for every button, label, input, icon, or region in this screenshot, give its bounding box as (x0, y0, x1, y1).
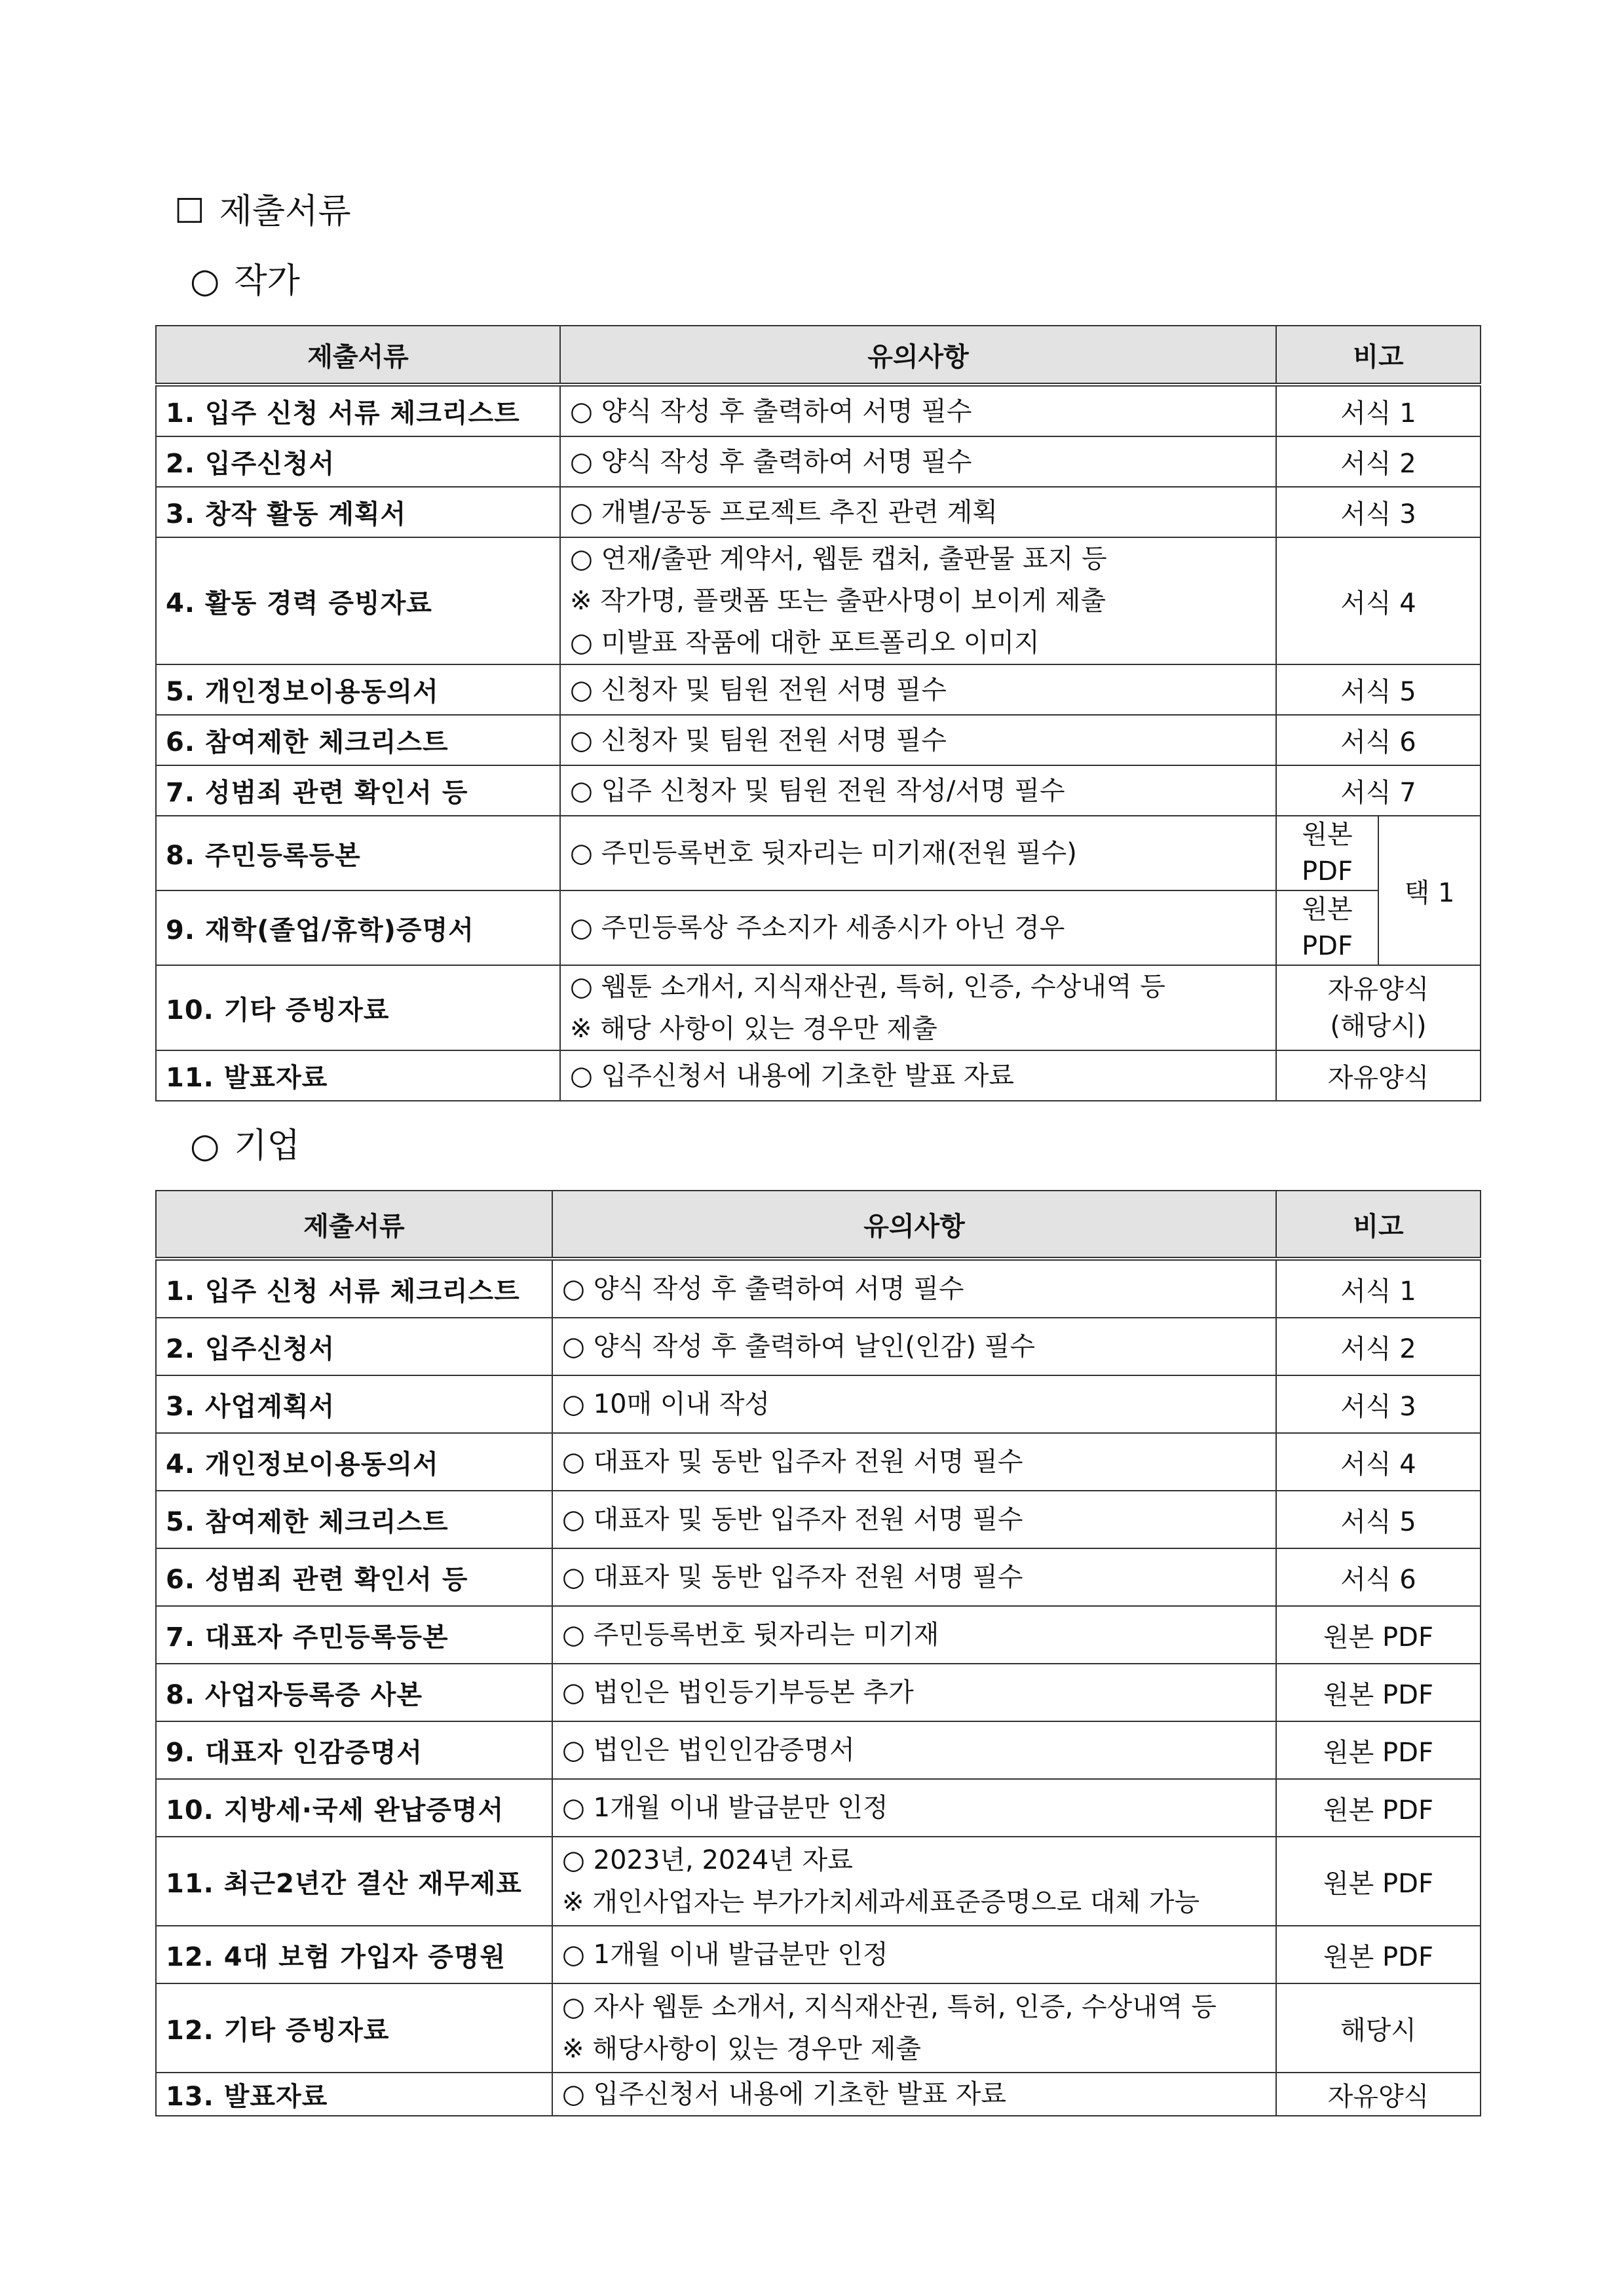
document-name: 1. 입주 신청 서류 체크리스트 (156, 1259, 552, 1318)
table-row (156, 385, 1481, 436)
document-note: ○ 신청자 및 팀원 전원 서명 필수 (560, 715, 1276, 765)
document-note: ○ 대표자 및 동반 입주자 전원 서명 필수 (552, 1548, 1276, 1606)
document-note: ○ 주민등록번호 뒷자리는 미기재(전원 필수) (560, 816, 1276, 890)
document-name: 3. 창작 활동 계획서 (156, 487, 560, 537)
document-remark: 서식 5 (1276, 664, 1481, 715)
document-note: ○ 자사 웹툰 소개서, 지식재산권, 특허, 인증, 수상내역 등 ※ 해당사항이 있는 경우만 제출 (552, 1983, 1276, 2073)
document-note: ○ 연재/출판 계약서, 웹툰 캡처, 출판물 표지 등 ※ 작가명, 플랫폼 또는 출판사명이 보이게 제출 ○ 미발표 작품에 대한 포트폴리오 이미지 (560, 537, 1276, 664)
table-row (156, 965, 1481, 1050)
document-name: 4. 개인정보이용동의서 (156, 1433, 552, 1491)
artist-documents-table (155, 325, 1481, 1101)
table-row (156, 1721, 1481, 1779)
table-row (156, 1433, 1481, 1491)
document-name: 1. 입주 신청 서류 체크리스트 (156, 385, 560, 436)
document-remark: 자유양식 (1276, 2073, 1481, 2116)
document-remark: 서식 2 (1276, 436, 1481, 487)
artist-heading (190, 258, 300, 304)
document-remark: 서식 6 (1276, 715, 1481, 765)
document-name: 3. 사업계획서 (156, 1375, 552, 1433)
document-note: ○ 양식 작성 후 출력하여 서명 필수 (560, 436, 1276, 487)
document-name: 12. 기타 증빙자료 (156, 1983, 552, 2073)
document-remark: 서식 1 (1276, 385, 1481, 436)
document-name: 5. 참여제한 체크리스트 (156, 1491, 552, 1548)
table-row (156, 664, 1481, 715)
table-header-row (156, 1191, 1481, 1259)
header-document: 제출서류 (156, 326, 560, 385)
company-documents-table (155, 1190, 1481, 2116)
document-name: 2. 입주신청서 (156, 436, 560, 487)
table-row (156, 1318, 1481, 1375)
document-note: ○ 양식 작성 후 출력하여 서명 필수 (560, 385, 1276, 436)
document-name: 5. 개인정보이용동의서 (156, 664, 560, 715)
table-row (156, 1375, 1481, 1433)
document-note: ○ 1개월 이내 발급분만 인정 (552, 1779, 1276, 1837)
table-row (156, 2073, 1481, 2116)
document-note: ○ 양식 작성 후 출력하여 서명 필수 (552, 1259, 1276, 1318)
table-row (156, 436, 1481, 487)
document-name: 8. 사업자등록증 사본 (156, 1664, 552, 1721)
document-remark: 해당시 (1276, 1983, 1481, 2073)
circle-bullet-icon: ○ (190, 261, 220, 301)
table-row (156, 715, 1481, 765)
document-remark: 원본 PDF (1276, 1606, 1481, 1664)
table-row (156, 487, 1481, 537)
document-note: ○ 개별/공동 프로젝트 추진 관련 계획 (560, 487, 1276, 537)
table-row (156, 1491, 1481, 1548)
document-name: 8. 주민등록등본 (156, 816, 560, 890)
table-row (156, 1926, 1481, 1983)
company-heading (190, 1123, 300, 1169)
document-remark: 서식 6 (1276, 1548, 1481, 1606)
document-remark: 자유양식 (해당시) (1276, 965, 1481, 1050)
document-name: 9. 대표자 인감증명서 (156, 1721, 552, 1779)
document-remark: 자유양식 (1276, 1050, 1481, 1101)
document-note: ○ 대표자 및 동반 입주자 전원 서명 필수 (552, 1433, 1276, 1491)
table-row (156, 1259, 1481, 1318)
document-remark: 서식 4 (1276, 537, 1481, 664)
table-row (156, 1664, 1481, 1721)
document-remark: 원본 PDF (1276, 1779, 1481, 1837)
document-remark: 원본 PDF (1276, 1664, 1481, 1721)
document-name: 9. 재학(졸업/휴학)증명서 (156, 890, 560, 965)
table-row (156, 1837, 1481, 1926)
document-remark: 서식 1 (1276, 1259, 1481, 1318)
document-name: 13. 발표자료 (156, 2073, 552, 2116)
table-header-row (156, 326, 1481, 385)
checkbox-icon: ☐ (174, 192, 205, 231)
header-document: 제출서류 (156, 1191, 552, 1259)
document-name: 10. 기타 증빙자료 (156, 965, 560, 1050)
document-remark: 서식 3 (1276, 1375, 1481, 1433)
document-note: ○ 주민등록상 주소지가 세종시가 아닌 경우 (560, 890, 1276, 965)
document-name: 7. 대표자 주민등록등본 (156, 1606, 552, 1664)
document-note: ○ 입주 신청자 및 팀원 전원 작성/서명 필수 (560, 765, 1276, 816)
document-remark: 서식 4 (1276, 1433, 1481, 1491)
document-note: ○ 법인은 법인인감증명서 (552, 1721, 1276, 1779)
table-row (156, 1983, 1481, 2073)
header-remark: 비고 (1276, 1191, 1481, 1259)
table-row (156, 537, 1481, 664)
document-remark: 원본 PDF (1276, 816, 1378, 890)
document-name: 10. 지방세·국세 완납증명서 (156, 1779, 552, 1837)
document-note: ○ 주민등록번호 뒷자리는 미기재 (552, 1606, 1276, 1664)
document-remark: 서식 2 (1276, 1318, 1481, 1375)
document-note: ○ 양식 작성 후 출력하여 날인(인감) 필수 (552, 1318, 1276, 1375)
document-note: ○ 신청자 및 팀원 전원 서명 필수 (560, 664, 1276, 715)
section-title (174, 189, 351, 235)
table-row (156, 890, 1481, 965)
table-row (156, 1779, 1481, 1837)
table-row (156, 765, 1481, 816)
artist-heading-text: 작가 (234, 261, 300, 301)
document-name: 11. 최근2년간 결산 재무제표 (156, 1837, 552, 1926)
document-note: ○ 1개월 이내 발급분만 인정 (552, 1926, 1276, 1983)
document-note: ○ 법인은 법인등기부등본 추가 (552, 1664, 1276, 1721)
table-row (156, 816, 1481, 890)
document-remark: 원본 PDF (1276, 1837, 1481, 1926)
document-note: ○ 2023년, 2024년 자료 ※ 개인사업자는 부가가치세과세표준증명으로 대체 가능 (552, 1837, 1276, 1926)
section-title-text: 제출서류 (219, 192, 351, 231)
document-name: 6. 참여제한 체크리스트 (156, 715, 560, 765)
document-note: ○ 대표자 및 동반 입주자 전원 서명 필수 (552, 1491, 1276, 1548)
document-remark: 서식 5 (1276, 1491, 1481, 1548)
header-notes: 유의사항 (552, 1191, 1276, 1259)
table-row (156, 1050, 1481, 1101)
document-name: 2. 입주신청서 (156, 1318, 552, 1375)
table-row (156, 1548, 1481, 1606)
choice-label: 택 1 (1378, 816, 1481, 965)
company-heading-text: 기업 (234, 1126, 300, 1166)
document-name: 4. 활동 경력 증빙자료 (156, 537, 560, 664)
document-name: 12. 4대 보험 가입자 증명원 (156, 1926, 552, 1983)
document-note: ○ 10매 이내 작성 (552, 1375, 1276, 1433)
document-remark: 원본 PDF (1276, 1721, 1481, 1779)
document-name: 7. 성범죄 관련 확인서 등 (156, 765, 560, 816)
header-notes: 유의사항 (560, 326, 1276, 385)
document-note: ○ 웹툰 소개서, 지식재산권, 특허, 인증, 수상내역 등 ※ 해당 사항이 있는 경우만 제출 (560, 965, 1276, 1050)
circle-bullet-icon: ○ (190, 1126, 220, 1166)
document-note: ○ 입주신청서 내용에 기초한 발표 자료 (560, 1050, 1276, 1101)
document-note: ○ 입주신청서 내용에 기초한 발표 자료 (552, 2073, 1276, 2116)
document-name: 6. 성범죄 관련 확인서 등 (156, 1548, 552, 1606)
document-name: 11. 발표자료 (156, 1050, 560, 1101)
document-remark: 서식 7 (1276, 765, 1481, 816)
header-remark: 비고 (1276, 326, 1481, 385)
document-remark: 서식 3 (1276, 487, 1481, 537)
document-remark: 원본 PDF (1276, 890, 1378, 965)
table-row (156, 1606, 1481, 1664)
document-remark: 원본 PDF (1276, 1926, 1481, 1983)
